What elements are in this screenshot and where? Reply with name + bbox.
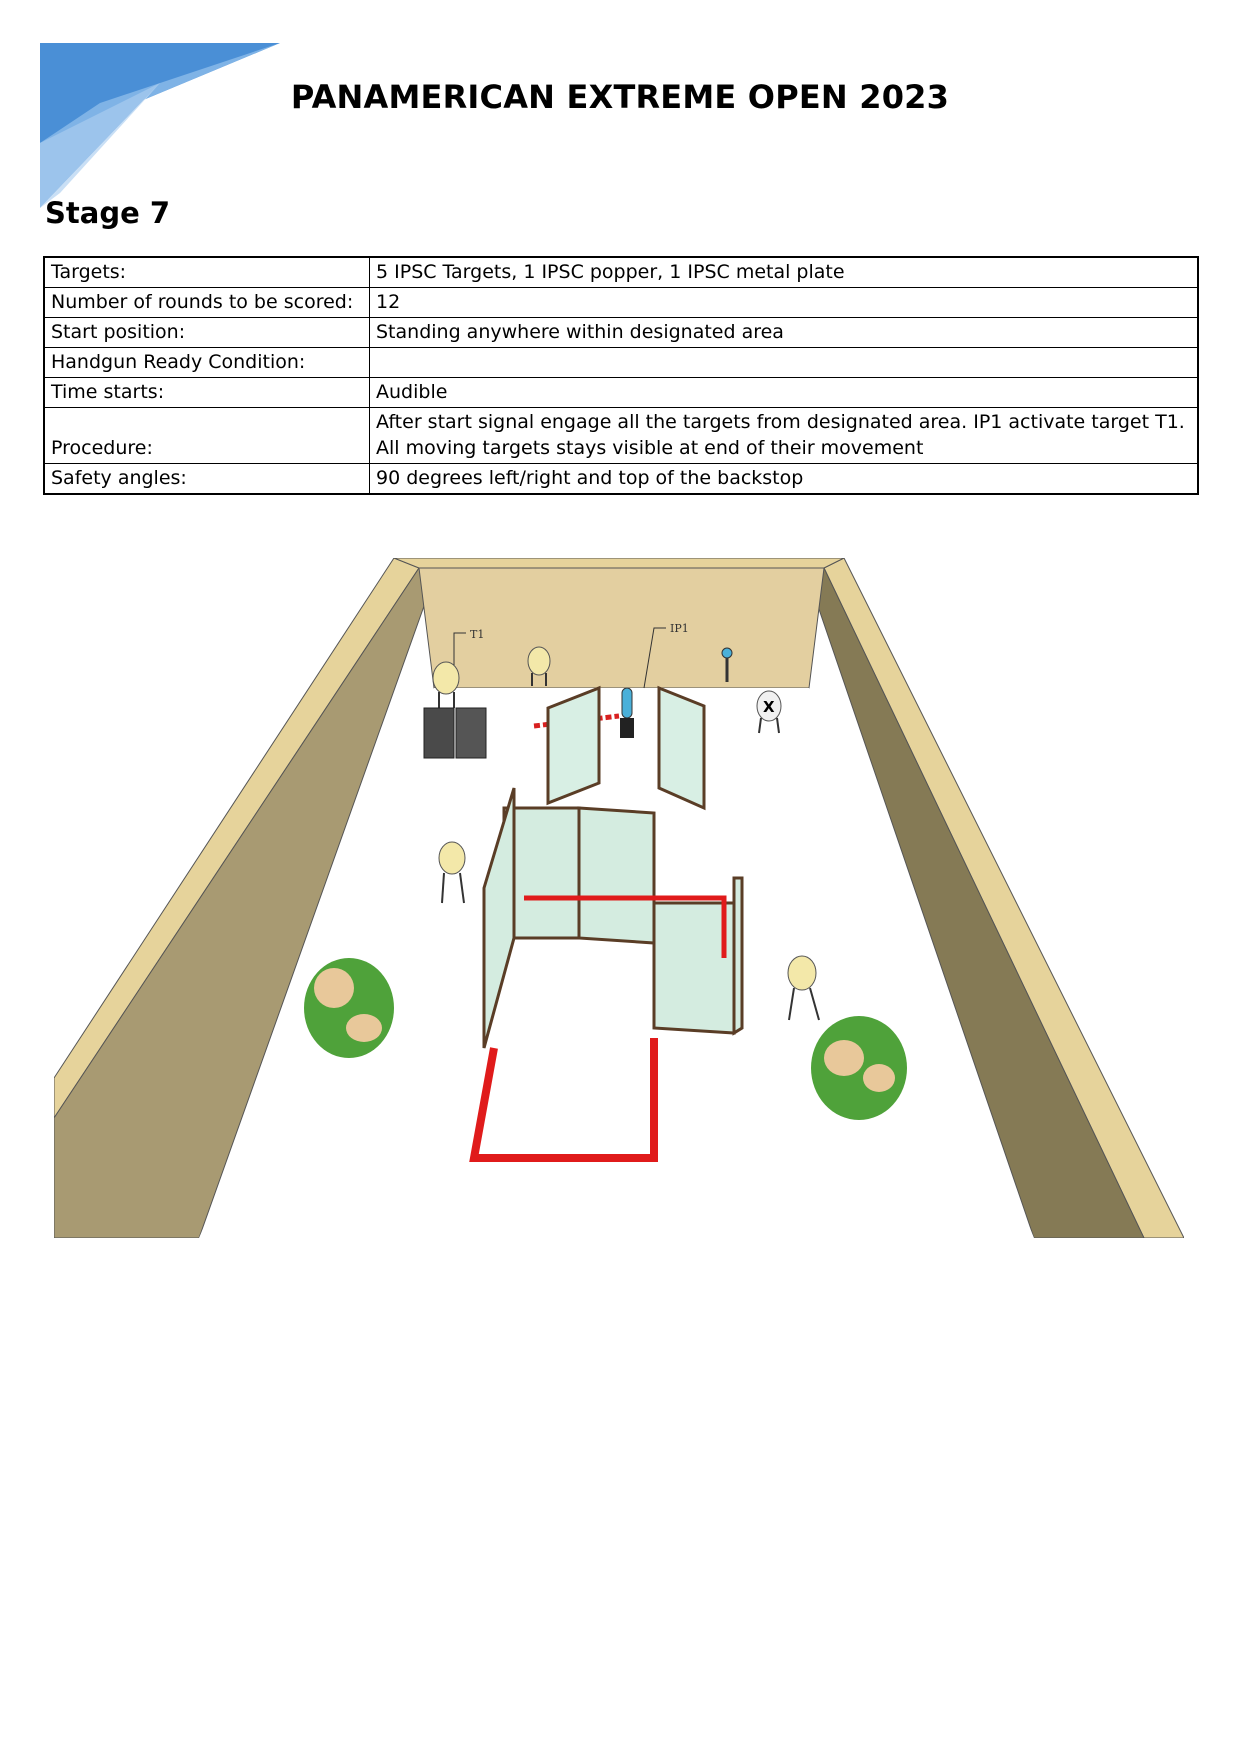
row-label: Procedure:: [44, 408, 370, 464]
bush-right: [811, 1016, 907, 1120]
row-label: Targets:: [44, 257, 370, 288]
table-row: [44, 288, 1198, 318]
document-title: PANAMERICAN EXTREME OPEN 2023: [290, 78, 950, 116]
row-label: Time starts:: [44, 378, 370, 408]
bush-left: [304, 958, 394, 1058]
stage-title: Stage 7: [45, 196, 171, 230]
row-value: 5 IPSC Targets, 1 IPSC popper, 1 IPSC metal plate: [370, 257, 1199, 288]
table-row: [44, 408, 1198, 464]
popper-ip1: [620, 688, 634, 738]
row-value: Audible: [370, 378, 1199, 408]
stage-info-table: [43, 256, 1199, 495]
table-row: [44, 318, 1198, 348]
row-value: After start signal engage all the targets from designated area. IP1 activate target T1. All moving targets stays visible at end of their movement: [370, 408, 1199, 464]
table-row: [44, 464, 1198, 495]
row-label: Number of rounds to be scored:: [44, 288, 370, 318]
table-row: [44, 257, 1198, 288]
stage-layout-diagram: [54, 558, 1184, 1238]
glass-wall-back-left: [548, 688, 599, 803]
corner-logo: [40, 43, 280, 213]
back-wall-top: [394, 558, 844, 568]
row-value: [370, 348, 1199, 378]
label-t1: T1: [470, 628, 485, 641]
row-value: Standing anywhere within designated area: [370, 318, 1199, 348]
row-value: 90 degrees left/right and top of the backstop: [370, 464, 1199, 495]
row-label: Handgun Ready Condition:: [44, 348, 370, 378]
label-ip1: IP1: [670, 622, 689, 635]
glass-wall-back-right: [659, 688, 704, 808]
row-value: 12: [370, 288, 1199, 318]
svg-text:X: X: [763, 698, 775, 716]
row-label: Safety angles:: [44, 464, 370, 495]
table-row: [44, 348, 1198, 378]
row-label: Start position:: [44, 318, 370, 348]
table-row: [44, 378, 1198, 408]
